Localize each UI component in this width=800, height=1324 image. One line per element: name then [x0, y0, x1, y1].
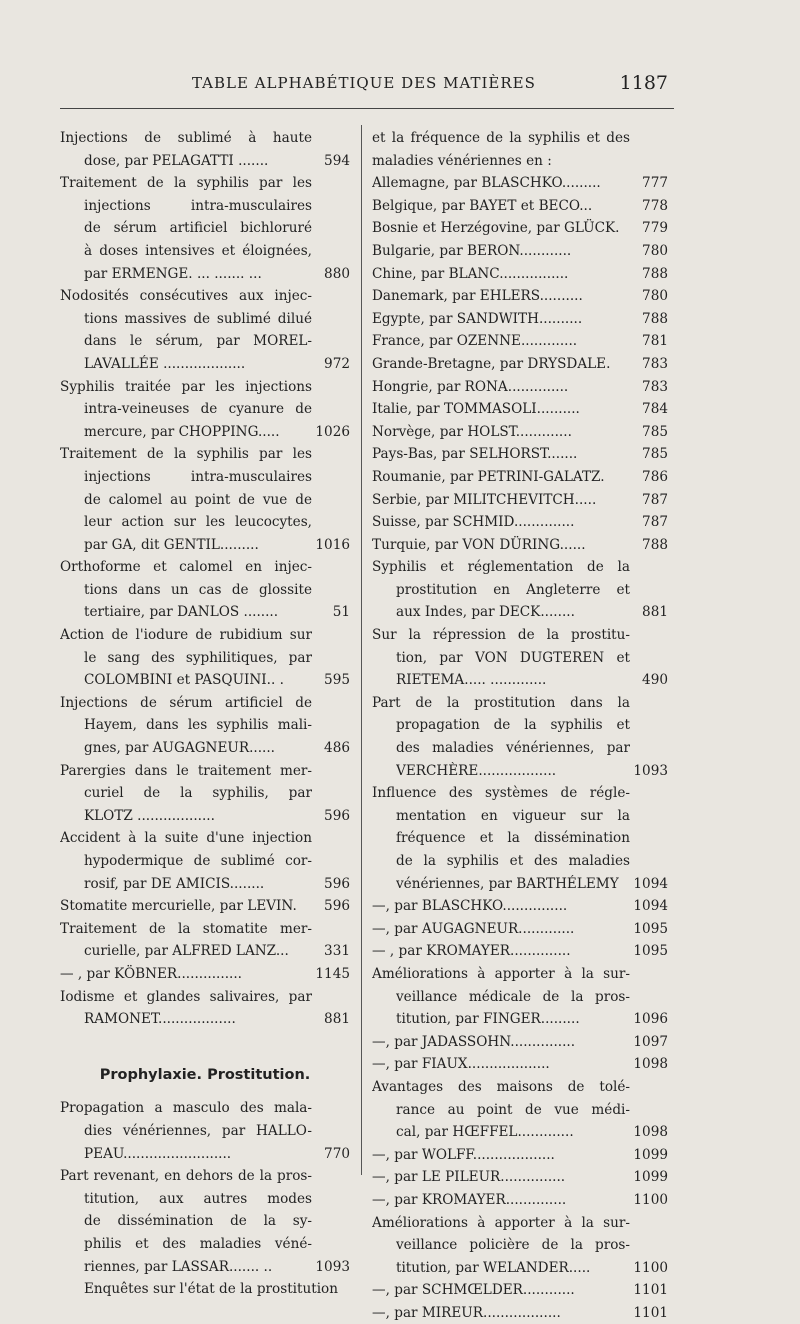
index-line [60, 827, 350, 850]
index-line [372, 1121, 668, 1144]
entry-text: Iodisme et glandes salivaires, par [60, 988, 312, 1005]
index-line [372, 556, 668, 579]
index-line [60, 353, 350, 376]
entry-page-number: 1096 [633, 1011, 668, 1028]
index-line [60, 918, 350, 941]
index-line [60, 217, 350, 240]
entry-text: fréquence et la dissémination [396, 830, 630, 847]
index-line [372, 692, 668, 715]
entry-text: —, par AUGAGNEUR............. [372, 920, 575, 937]
right-column [372, 127, 668, 1324]
index-line [372, 127, 668, 150]
entry-page-number: 486 [324, 740, 350, 757]
entry-text: riennes, par LASSAR....... .. [84, 1258, 273, 1275]
entry-text: Hayem, dans les syphilis mali- [84, 717, 312, 734]
right-entry-list [372, 127, 668, 1324]
index-line [60, 1097, 350, 1120]
entry-page-number: 1026 [315, 423, 350, 440]
entry-text: Nodosités consécutives aux injec- [60, 288, 312, 305]
entry-page-number: 1098 [633, 1056, 668, 1073]
entry-page-number: 784 [642, 401, 668, 418]
index-line [372, 1302, 668, 1324]
entry-page-number: 788 [642, 310, 668, 327]
entry-page-number: 1100 [633, 1259, 668, 1276]
index-line [372, 714, 668, 737]
entry-text: curielle, par ALFRED LANZ... [84, 943, 289, 960]
index-line [372, 737, 668, 760]
entry-text: tions massives de sublimé dilué [84, 310, 312, 327]
entry-text: Serbie, par MILITCHEVITCH..... [372, 491, 597, 508]
entry-text: titution, aux autres modes [84, 1190, 312, 1207]
index-line [60, 624, 350, 647]
entry-page-number: 785 [642, 423, 668, 440]
entry-text: tion, par VON DUGTEREN et [396, 649, 630, 666]
entry-text: Grande-Bretagne, par DRYSDALE. [372, 355, 611, 372]
index-line [60, 760, 350, 783]
entry-text: Propagation a masculo des mala- [60, 1100, 312, 1117]
index-line [60, 986, 350, 1009]
entry-text: propagation de la syphilis et [396, 717, 630, 734]
left-column [60, 127, 350, 1301]
entry-page-number: 1101 [633, 1282, 668, 1299]
entry-text: de dissémination de la sy- [84, 1213, 312, 1230]
index-line [372, 1076, 668, 1099]
entry-page-number: 788 [642, 265, 668, 282]
index-line [60, 669, 350, 692]
entry-page-number: 779 [642, 220, 668, 237]
entry-page-number: 780 [642, 242, 668, 259]
entry-text: Traitement de la syphilis par les [60, 175, 312, 192]
entry-text: de calomel au point de vue de [84, 491, 312, 508]
left-entry-list [60, 127, 350, 1031]
entry-page-number: 781 [642, 333, 668, 350]
entry-text: Norvège, par HOLST............. [372, 423, 572, 440]
entry-page-number: 1100 [633, 1191, 668, 1208]
index-line [372, 511, 668, 534]
entry-text: à doses intensives et éloignées, [84, 242, 312, 259]
index-line [60, 579, 350, 602]
index-line [60, 534, 350, 557]
index-line [372, 601, 668, 624]
index-line [60, 376, 350, 399]
entry-text: Allemagne, par BLASCHKO......... [372, 175, 601, 192]
entry-page-number: 778 [642, 197, 668, 214]
index-line [372, 1008, 668, 1031]
index-line [372, 940, 668, 963]
entry-page-number: 596 [324, 807, 350, 824]
index-line [60, 556, 350, 579]
entry-text: Bulgarie, par BERON............ [372, 242, 572, 259]
index-line [372, 376, 668, 399]
index-line [60, 714, 350, 737]
entry-text: Bosnie et Herzégovine, par GLÜCK. [372, 220, 620, 237]
entry-text: dans le sérum, par MOREL- [84, 333, 312, 350]
index-line [60, 1143, 350, 1166]
index-line [60, 466, 350, 489]
entry-text: Italie, par TOMMASOLI.......... [372, 401, 580, 418]
index-line [60, 1256, 350, 1279]
entry-text: tertiaire, par DANLOS ........ [84, 604, 279, 621]
entry-page-number: 881 [324, 1011, 350, 1028]
entry-text: Stomatite mercurielle, par LEVIN. [60, 898, 297, 915]
index-line [372, 263, 668, 286]
index-line [60, 850, 350, 873]
entry-text: philis et des maladies véné- [84, 1235, 312, 1252]
index-line [60, 1233, 350, 1256]
index-line [60, 195, 350, 218]
entry-text: hypodermique de sublimé cor- [84, 853, 312, 869]
entry-text: titution, par FINGER......... [396, 1011, 580, 1028]
entry-text: — , par KÖBNER............... [60, 965, 242, 982]
index-line [60, 489, 350, 512]
entry-page-number: 1097 [633, 1033, 668, 1050]
entry-page-number: 1098 [633, 1124, 668, 1141]
header-title: TABLE ALPHABÉTIQUE DES MATIÈRES [192, 74, 536, 92]
index-line [60, 737, 350, 760]
index-line [372, 918, 668, 941]
entry-text: Hongrie, par RONA.............. [372, 378, 569, 395]
index-line [372, 579, 668, 602]
entry-text: —, par FIAUX................... [372, 1056, 550, 1073]
index-line [60, 1165, 350, 1188]
entry-text: Traitement de la syphilis par les [60, 446, 312, 463]
entry-page-number: 331 [324, 943, 350, 960]
index-line [372, 421, 668, 444]
entry-page-number: 595 [324, 672, 350, 689]
index-line [60, 1210, 350, 1233]
entry-text: maladies vénériennes en : [372, 152, 552, 169]
entry-text: —, par LE PILEUR............... [372, 1169, 566, 1186]
index-line [60, 963, 350, 986]
index-line [372, 443, 668, 466]
entry-text: Améliorations à apporter à la sur- [372, 1214, 630, 1231]
index-line [372, 285, 668, 308]
entry-text: mentation en vigueur sur la [396, 807, 630, 824]
entry-page-number: 880 [324, 265, 350, 282]
index-line [372, 308, 668, 331]
entry-text: rosif, par DE AMICIS........ [84, 875, 265, 892]
entry-page-number: 1016 [315, 536, 350, 553]
entry-page-number: 1145 [315, 965, 350, 982]
entry-text: Injections de sérum artificiel de [60, 694, 312, 711]
entry-text: Améliorations à apporter à la sur- [372, 965, 630, 982]
entry-text: LAVALLÉE ................... [84, 355, 246, 372]
entry-text: —, par KROMAYER.............. [372, 1191, 567, 1208]
entry-text: curiel de la syphilis, par [84, 785, 312, 802]
entry-text: veillance policière de la pros- [396, 1237, 630, 1254]
entry-text: prostitution en Angleterre et [396, 581, 630, 598]
index-line [372, 217, 668, 240]
entry-text: Accident à la suite d'une injection [60, 830, 312, 847]
index-line [372, 1189, 668, 1212]
index-line [372, 963, 668, 986]
entry-page-number: 1095 [633, 920, 668, 937]
index-line [60, 150, 350, 173]
entry-text: intra-veineuses de cyanure de [84, 401, 312, 418]
entry-text: — , par KROMAYER.............. [372, 943, 571, 960]
index-line [372, 353, 668, 376]
entry-page-number: 1099 [633, 1169, 668, 1186]
entry-text: RAMONET.................. [84, 1011, 236, 1028]
index-line [60, 285, 350, 308]
running-header [60, 72, 672, 98]
entry-text: Suisse, par SCHMID.............. [372, 514, 575, 531]
entry-text: Part revenant, en dehors de la pros- [60, 1168, 312, 1185]
entry-text: —, par BLASCHKO............... [372, 898, 568, 915]
index-line [60, 240, 350, 263]
entry-text: rance au point de vue médi- [396, 1101, 630, 1118]
entry-page-number: 770 [324, 1145, 350, 1162]
entry-page-number: 787 [642, 491, 668, 508]
index-line [60, 398, 350, 421]
index-line [372, 1166, 668, 1189]
entry-text: de sérum artificiel bichloruré [84, 220, 312, 237]
index-line [60, 443, 350, 466]
entry-text: leur action sur les leucocytes, [84, 514, 312, 531]
entry-text: Belgique, par BAYET et BECO... [372, 197, 593, 214]
index-line [372, 760, 668, 783]
entry-text: et la fréquence de la syphilis et des [372, 130, 630, 146]
entry-page-number: 51 [332, 604, 350, 621]
entry-text: Action de l'iodure de rubidium sur [60, 627, 312, 644]
entry-text: —, par JADASSOHN............... [372, 1033, 576, 1050]
entry-page-number: 596 [324, 898, 350, 915]
entry-text: Enquêtes sur l'état de la prostitution [84, 1281, 338, 1298]
entry-text: PEAU......................... [84, 1145, 232, 1162]
index-line [372, 1031, 668, 1054]
index-line [60, 895, 350, 918]
index-line [372, 1053, 668, 1076]
entry-text: France, par OZENNE............. [372, 333, 578, 350]
index-line [60, 940, 350, 963]
index-line [60, 330, 350, 353]
entry-text: Injections de sublimé à haute [60, 130, 312, 146]
entry-text: COLOMBINI et PASQUINI.. . [84, 672, 284, 689]
entry-text: Influence des systèmes de régle- [372, 785, 630, 802]
index-line [372, 895, 668, 918]
index-line [60, 263, 350, 286]
index-line [60, 172, 350, 195]
index-line [372, 850, 668, 873]
entry-text: Orthoforme et calomel en injec- [60, 559, 312, 576]
header-rule [60, 108, 674, 109]
index-line [60, 601, 350, 624]
index-line [60, 127, 350, 150]
index-line [372, 624, 668, 647]
section-heading: Prophylaxie. Prostitution. [99, 1067, 311, 1084]
index-line [372, 986, 668, 1009]
index-line [60, 647, 350, 670]
entry-page-number: 788 [642, 536, 668, 553]
entry-text: Egypte, par SANDWITH.......... [372, 310, 583, 327]
index-line [372, 240, 668, 263]
page-number: 1187 [619, 72, 668, 94]
index-line [372, 647, 668, 670]
left-entry-list-2 [60, 1097, 350, 1300]
entry-text: VERCHÈRE.................. [396, 762, 557, 779]
entry-page-number: 787 [642, 514, 668, 531]
entry-page-number: 490 [642, 672, 668, 689]
index-line [372, 1257, 668, 1280]
entry-page-number: 786 [642, 468, 668, 485]
entry-text: de la syphilis et des maladies [396, 853, 630, 869]
entry-text: RIETEMA..... ............. [396, 672, 547, 689]
index-line [372, 398, 668, 421]
entry-page-number: 777 [642, 175, 668, 192]
index-line [372, 1144, 668, 1167]
index-line [372, 669, 668, 692]
entry-text: dies vénériennes, par HALLO- [84, 1122, 312, 1139]
entry-text: Danemark, par EHLERS.......... [372, 288, 583, 305]
entry-page-number: 1101 [633, 1304, 668, 1321]
index-line [60, 1120, 350, 1143]
entry-text: mercure, par CHOPPING..... [84, 423, 280, 440]
entry-text: Parergies dans le traitement mer- [60, 762, 312, 779]
entry-page-number: 780 [642, 288, 668, 305]
entry-text: des maladies vénériennes, par [396, 740, 630, 757]
entry-page-number: 1093 [633, 762, 668, 779]
entry-text: Avantages des maisons de tolé- [372, 1078, 630, 1095]
index-line [372, 172, 668, 195]
entry-text: par ERMENGE. ... ....... ... [84, 265, 262, 282]
entry-page-number: 1093 [315, 1258, 350, 1275]
index-line [372, 330, 668, 353]
entry-text: tions dans un cas de glossite [84, 581, 312, 598]
entry-page-number: 972 [324, 355, 350, 372]
entry-text: injections intra-musculaires [84, 197, 312, 214]
index-line [372, 782, 668, 805]
entry-text: Part de la prostitution dans la [372, 694, 630, 711]
entry-page-number: 783 [642, 378, 668, 395]
index-line [372, 1234, 668, 1257]
entry-text: Roumanie, par PETRINI-GALATZ. [372, 468, 605, 485]
index-line [372, 873, 668, 896]
entry-page-number: 1099 [633, 1146, 668, 1163]
index-line [60, 873, 350, 896]
index-line [60, 421, 350, 444]
entry-page-number: 785 [642, 446, 668, 463]
entry-page-number: 596 [324, 875, 350, 892]
entry-text: Traitement de la stomatite mer- [60, 920, 312, 937]
index-line [372, 827, 668, 850]
index-line [60, 308, 350, 331]
entry-page-number: 783 [642, 355, 668, 372]
entry-page-number: 1094 [633, 875, 668, 892]
entry-text: titution, par WELANDER..... [396, 1259, 591, 1276]
index-line [372, 489, 668, 512]
entry-text: veillance médicale de la pros- [396, 988, 630, 1005]
entry-text: Pays-Bas, par SELHORST....... [372, 446, 578, 463]
entry-text: —, par MIREUR.................. [372, 1304, 561, 1321]
entry-text: cal, par HŒFFEL............. [396, 1124, 574, 1141]
index-line [60, 782, 350, 805]
index-line [60, 511, 350, 534]
entry-text: Chine, par BLANC................ [372, 265, 569, 282]
entry-text: aux Indes, par DECK........ [396, 604, 575, 621]
column-divider [361, 125, 362, 1175]
entry-text: Sur la répression de la prostitu- [372, 627, 630, 644]
entry-text: dose, par PELAGATTI ....... [84, 152, 269, 169]
index-line [372, 1279, 668, 1302]
entry-text: vénériennes, par BARTHÉLEMY [396, 875, 619, 892]
entry-page-number: 881 [642, 604, 668, 621]
entry-text: —, par SCHMŒLDER............ [372, 1282, 575, 1299]
index-line [60, 1278, 350, 1301]
entry-text: gnes, par AUGAGNEUR...... [84, 740, 275, 757]
entry-text: Syphilis traitée par les injections [60, 378, 312, 395]
entry-text: Turquie, par VON DÜRING...... [372, 536, 586, 553]
index-line [60, 805, 350, 828]
index-line [372, 805, 668, 828]
index-line [372, 1099, 668, 1122]
index-line [60, 1008, 350, 1031]
index-line [372, 466, 668, 489]
index-line [372, 534, 668, 557]
entry-text: Syphilis et réglementation de la [372, 559, 630, 576]
index-line [60, 1188, 350, 1211]
index-line [372, 150, 668, 173]
entry-page-number: 594 [324, 152, 350, 169]
entry-text: le sang des syphilitiques, par [84, 649, 312, 666]
index-line [372, 1212, 668, 1235]
entry-page-number: 1095 [633, 943, 668, 960]
entry-text: par GA, dit GENTIL......... [84, 536, 259, 553]
index-line [60, 692, 350, 715]
entry-page-number: 1094 [633, 898, 668, 915]
entry-text: KLOTZ .................. [84, 807, 215, 824]
index-line [372, 195, 668, 218]
entry-text: —, par WOLFF................... [372, 1146, 555, 1163]
entry-text: injections intra-musculaires [84, 468, 312, 485]
